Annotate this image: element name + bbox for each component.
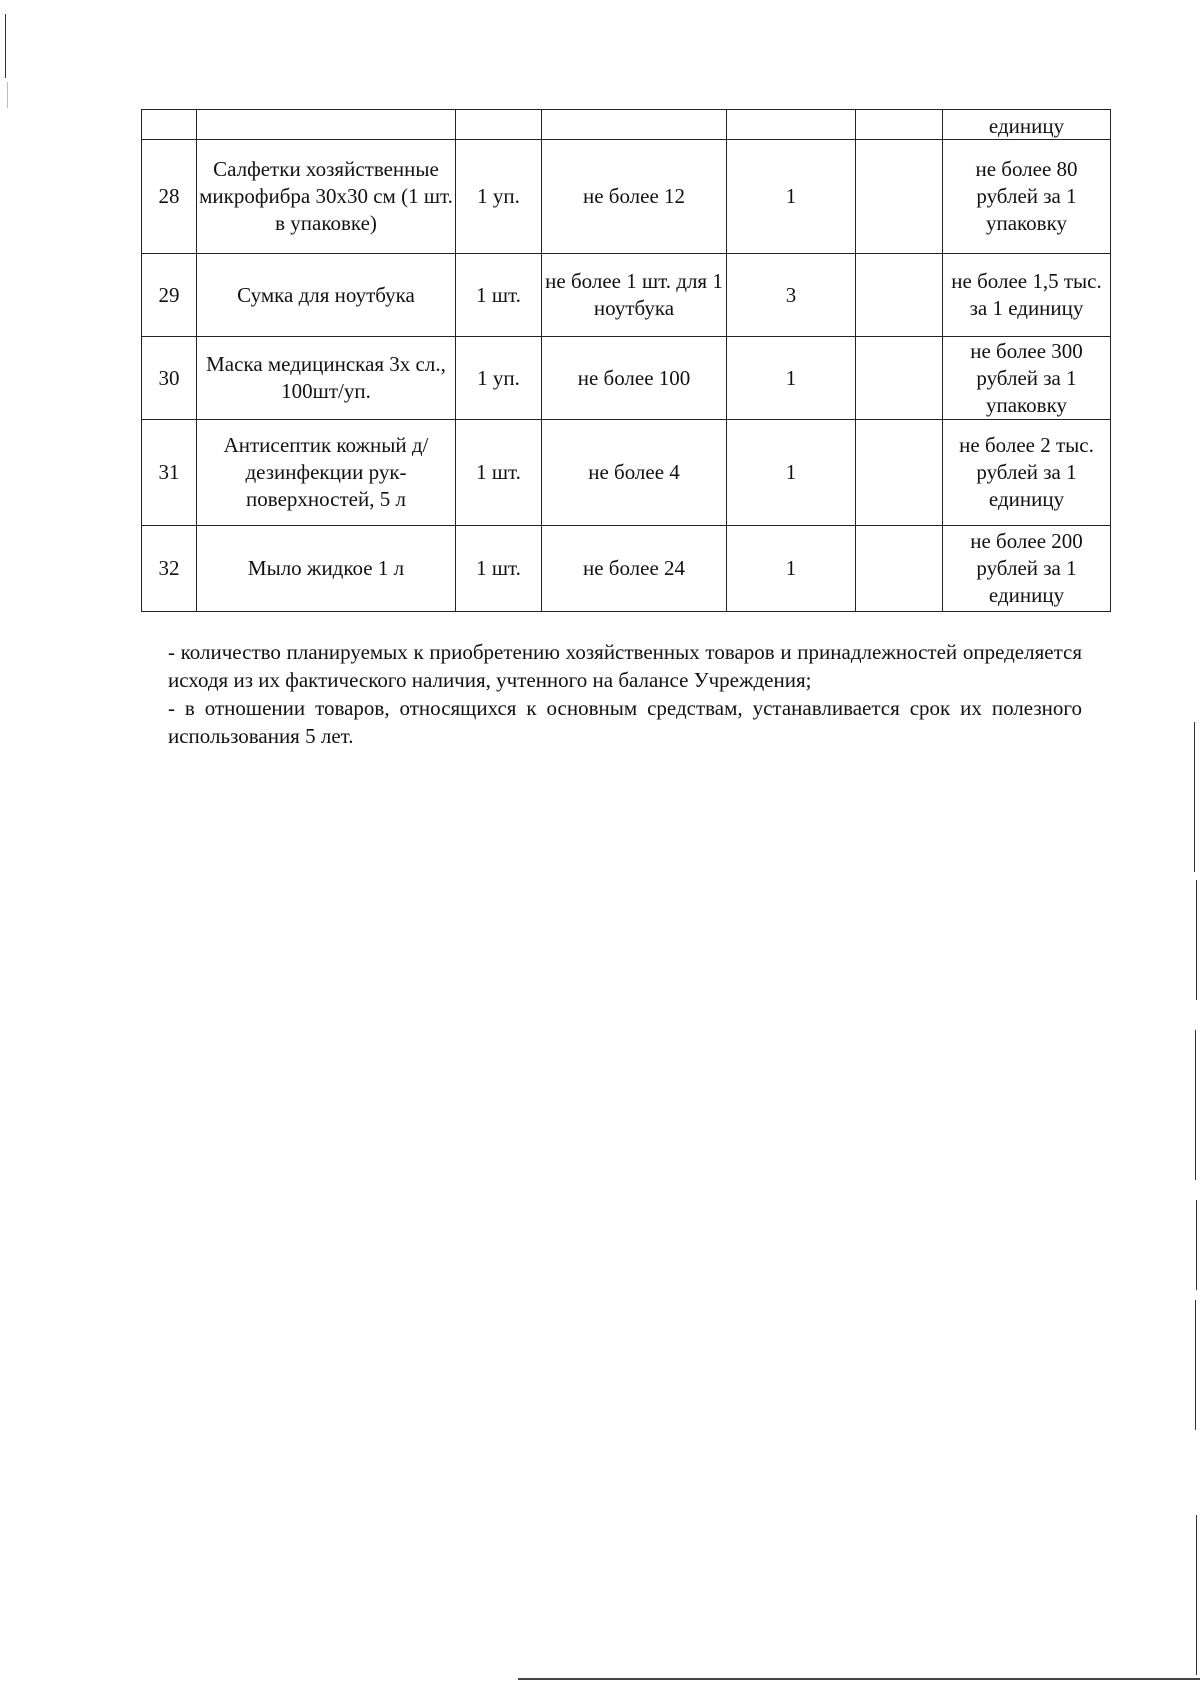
- cell-price: не более 200 рублей за 1 единицу: [943, 526, 1111, 612]
- cell-num: [142, 110, 197, 140]
- scan-edge-line: [1196, 880, 1197, 1000]
- cell-unit: 1 шт.: [456, 254, 542, 337]
- cell-quantity: не более 1 шт. для 1 ноутбука: [542, 254, 727, 337]
- scan-edge-line: [1196, 1200, 1197, 1290]
- cell-quantity: не более 24: [542, 526, 727, 612]
- cell-unit: [456, 110, 542, 140]
- table-row: [142, 420, 1111, 526]
- cell-col6: [856, 420, 943, 526]
- cell-name: Сумка для ноутбука: [197, 254, 456, 337]
- table-row: [142, 254, 1111, 337]
- cell-col6: [856, 254, 943, 337]
- cell-name: [197, 110, 456, 140]
- cell-price: не более 80 рублей за 1 упаковку: [943, 140, 1111, 254]
- cell-quantity: не более 12: [542, 140, 727, 254]
- cell-num: 32: [142, 526, 197, 612]
- cell-num: 30: [142, 337, 197, 420]
- cell-name: Антисептик кожный д/дезинфекции рук-поверхностей, 5 л: [197, 420, 456, 526]
- cell-price: не более 2 тыс. рублей за 1 единицу: [943, 420, 1111, 526]
- cell-price: единицу: [943, 110, 1111, 140]
- cell-num: 29: [142, 254, 197, 337]
- table-row: [142, 140, 1111, 254]
- cell-name: Маска медицинская 3х сл., 100шт/уп.: [197, 337, 456, 420]
- table-row-continuation: [142, 110, 1111, 140]
- scan-edge-line: [1195, 1030, 1196, 1180]
- scan-edge-line: [7, 82, 8, 108]
- footnotes: [168, 638, 1082, 750]
- cell-quantity: не более 100: [542, 337, 727, 420]
- cell-name: Мыло жидкое 1 л: [197, 526, 456, 612]
- cell-num: 28: [142, 140, 197, 254]
- scan-edge-line: [1196, 1515, 1197, 1675]
- cell-unit: 1 шт.: [456, 420, 542, 526]
- scan-edge-line: [5, 14, 6, 78]
- cell-quantity: не более 4: [542, 420, 727, 526]
- scan-edge-line: [1195, 1300, 1196, 1430]
- cell-num: 31: [142, 420, 197, 526]
- cell-price: не более 1,5 тыс. за 1 единицу: [943, 254, 1111, 337]
- cell-quantity: [542, 110, 727, 140]
- cell-col6: [856, 110, 943, 140]
- goods-table: [141, 109, 1111, 612]
- cell-col6: [856, 526, 943, 612]
- footnote-quantity-basis: - количество планируемых к приобретению хозяйственных товаров и принадлежностей определяется исходя из их фактического наличия, учтенного на балансе Учреждения;: [168, 640, 1082, 692]
- table-row: [142, 337, 1111, 420]
- cell-col5: 3: [727, 254, 856, 337]
- cell-col5: 1: [727, 140, 856, 254]
- cell-col5: 1: [727, 526, 856, 612]
- cell-name: Салфетки хозяйственные микрофибра 30х30 см (1 шт. в упаковке): [197, 140, 456, 254]
- cell-unit: 1 шт.: [456, 526, 542, 612]
- cell-unit: 1 уп.: [456, 337, 542, 420]
- cell-col5: 1: [727, 337, 856, 420]
- scan-edge-line: [1194, 722, 1195, 872]
- table-row: [142, 526, 1111, 612]
- cell-col6: [856, 337, 943, 420]
- cell-col5: [727, 110, 856, 140]
- cell-unit: 1 уп.: [456, 140, 542, 254]
- cell-col5: 1: [727, 420, 856, 526]
- cell-price: не более 300 рублей за 1 упаковку: [943, 337, 1111, 420]
- cell-col6: [856, 140, 943, 254]
- scan-edge-line: [518, 1678, 1200, 1680]
- footnote-useful-life: - в отношении товаров, относящихся к основным средствам, устанавливается срок их полезного использования 5 лет.: [168, 696, 1082, 748]
